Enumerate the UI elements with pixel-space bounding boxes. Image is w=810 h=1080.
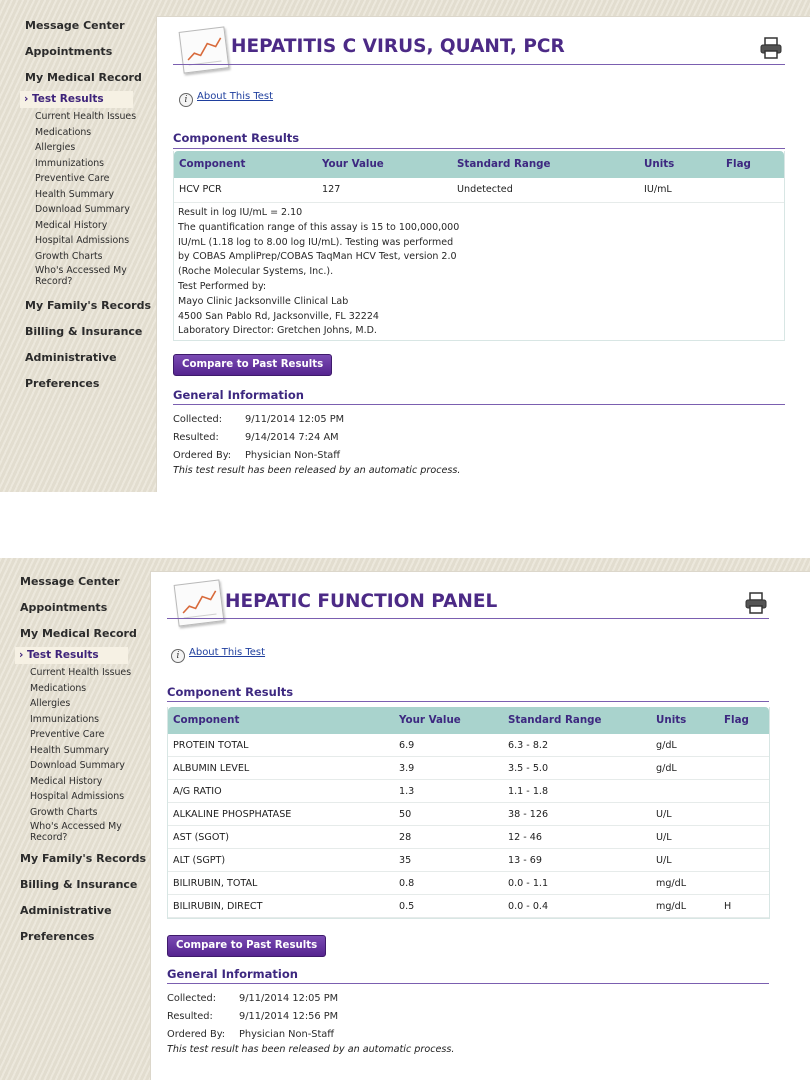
cell-value: 3.9 (399, 763, 415, 774)
comment-line: 4500 San Pablo Rd, Jacksonville, FL 32224 (178, 310, 379, 322)
nav-immunizations[interactable]: Immunizations (30, 713, 100, 725)
auto-release-note: This test result has been released by an automatic process. (173, 465, 461, 476)
collected-label: Collected: (167, 993, 217, 1004)
cell-value: 1.3 (399, 786, 415, 797)
ordered-by-label: Ordered By: (167, 1029, 226, 1040)
cell-value: 50 (399, 809, 412, 820)
title-divider (173, 64, 785, 65)
resulted-value: 9/11/2014 12:56 PM (239, 1011, 339, 1022)
table-row (168, 849, 769, 872)
page-title: HEPATITIS C VIRUS, QUANT, PCR (231, 36, 565, 57)
cell-component: ALT (SGPT) (173, 855, 226, 866)
nav-hospital-admissions[interactable]: Hospital Admissions (35, 235, 130, 246)
ordered-by-label: Ordered By: (173, 450, 232, 461)
info-icon[interactable]: i (171, 649, 185, 663)
cell-units: IU/mL (644, 184, 672, 195)
col-standard-range: Standard Range (457, 158, 551, 170)
compare-to-past-results-button[interactable]: Compare to Past Results (167, 935, 326, 957)
cell-units: U/L (656, 832, 672, 843)
component-results-divider (173, 148, 785, 149)
comment-line: IU/mL (1.18 log to 8.00 log IU/mL). Testing was performed (178, 236, 454, 248)
cell-component: PROTEIN TOTAL (173, 740, 249, 751)
title-divider (167, 618, 769, 619)
nav-message-center[interactable]: Message Center (20, 575, 120, 588)
table-row (168, 734, 769, 757)
table-row (168, 872, 769, 895)
nav-allergies[interactable]: Allergies (35, 142, 76, 153)
nav-whos-accessed-line2: Record? (30, 832, 68, 843)
cell-component: A/G RATIO (173, 786, 222, 797)
nav-download-summary[interactable]: Download Summary (30, 760, 125, 771)
nav-my-medical-record[interactable]: My Medical Record (20, 627, 137, 640)
cell-units: U/L (656, 855, 672, 866)
nav-appointments[interactable]: Appointments (20, 601, 108, 614)
nav-test-results[interactable]: › Test Results (15, 647, 128, 664)
cell-value: 0.5 (399, 901, 415, 912)
col-units: Units (656, 714, 687, 726)
nav-family-records[interactable]: My Family's Records (20, 852, 147, 865)
cell-range: 12 - 46 (508, 832, 542, 843)
content-panel (150, 571, 810, 1080)
nav-family-records[interactable]: My Family's Records (25, 299, 152, 312)
collected-value: 9/11/2014 12:05 PM (245, 414, 345, 425)
nav-my-medical-record[interactable]: My Medical Record (25, 71, 142, 84)
cell-component: ALBUMIN LEVEL (173, 763, 250, 774)
nav-immunizations[interactable]: Immunizations (35, 157, 105, 169)
info-icon[interactable]: i (179, 93, 193, 107)
comment-line: (Roche Molecular Systems, Inc.). (178, 266, 334, 278)
cell-range: 3.5 - 5.0 (508, 763, 549, 774)
ordered-by-value: Physician Non-Staff (239, 1029, 335, 1040)
nav-whos-accessed-line1: Who's Accessed My (35, 265, 127, 276)
nav-health-summary[interactable]: Health Summary (30, 744, 110, 756)
table-header (174, 151, 784, 178)
document-chart-icon (179, 26, 230, 73)
general-information-divider (173, 404, 785, 405)
cell-component: BILIRUBIN, TOTAL (173, 878, 258, 889)
cell-value: 28 (399, 832, 412, 843)
nav-allergies[interactable]: Allergies (30, 698, 71, 709)
table-row (168, 780, 769, 803)
component-results-heading: Component Results (173, 131, 300, 145)
table-row (174, 178, 784, 203)
cell-component: HCV PCR (179, 184, 222, 195)
cell-range: Undetected (457, 184, 513, 195)
nav-administrative[interactable]: Administrative (20, 904, 112, 917)
nav-appointments[interactable]: Appointments (25, 45, 113, 58)
cell-range: 6.3 - 8.2 (508, 740, 549, 751)
page-title: HEPATIC FUNCTION PANEL (225, 591, 498, 612)
nav-message-center[interactable]: Message Center (25, 19, 125, 32)
compare-to-past-results-button[interactable]: Compare to Past Results (173, 354, 332, 376)
cell-component: ALKALINE PHOSPHATASE (173, 809, 292, 820)
col-standard-range: Standard Range (508, 714, 602, 726)
nav-growth-charts[interactable]: Growth Charts (30, 806, 98, 818)
about-this-test-link[interactable]: About This Test (189, 647, 266, 658)
cell-range: 13 - 69 (508, 855, 542, 866)
cell-range: 0.0 - 1.1 (508, 878, 549, 889)
resulted-label: Resulted: (173, 432, 219, 443)
comment-line: Result in log IU/mL = 2.10 (178, 207, 303, 218)
cell-component: AST (SGOT) (173, 832, 229, 843)
screenshot-hepatic-panel (0, 558, 810, 1080)
nav-hospital-admissions[interactable]: Hospital Admissions (30, 791, 125, 802)
cell-units: g/dL (656, 740, 677, 751)
col-flag: Flag (724, 714, 749, 726)
table-row (168, 826, 769, 849)
result-comment (174, 203, 784, 340)
nav-download-summary[interactable]: Download Summary (35, 204, 130, 215)
nav-submenu (30, 665, 131, 843)
col-component: Component (179, 158, 246, 170)
table-row (168, 803, 769, 826)
nav-administrative[interactable]: Administrative (25, 351, 117, 364)
component-results-heading: Component Results (167, 685, 294, 699)
comment-line: The quantification range of this assay is 15 to 100,000,000 (178, 221, 460, 233)
table-row (168, 895, 769, 918)
cell-value: 0.8 (399, 878, 415, 889)
resulted-label: Resulted: (167, 1011, 213, 1022)
nav-preventive-care[interactable]: Preventive Care (30, 729, 105, 740)
screenshot-hepatitis-c (0, 0, 810, 492)
resulted-value: 9/14/2014 7:24 AM (245, 432, 339, 443)
nav-whos-accessed[interactable] (30, 821, 131, 843)
component-results-divider (167, 701, 769, 702)
document-chart-icon (174, 579, 225, 626)
cell-value: 127 (322, 184, 341, 195)
nav-medical-history[interactable]: Medical History (30, 775, 103, 787)
cell-units: g/dL (656, 763, 677, 774)
nav-current-health-issues[interactable]: Current Health Issues (35, 111, 137, 122)
nav-medications[interactable]: Medications (30, 682, 87, 694)
printer-icon[interactable] (744, 591, 768, 619)
col-flag: Flag (726, 158, 751, 170)
cell-value: 35 (399, 855, 412, 866)
nav-preferences[interactable]: Preferences (20, 930, 95, 943)
general-information-divider (167, 983, 769, 984)
nav-test-results[interactable]: › Test Results (20, 91, 133, 108)
comment-line: Laboratory Director: Gretchen Johns, M.D. (178, 325, 377, 337)
comment-line: Mayo Clinic Jacksonville Clinical Lab (178, 295, 349, 307)
cell-range: 1.1 - 1.8 (508, 786, 549, 797)
results-table (167, 707, 770, 919)
cell-units: mg/dL (656, 878, 687, 889)
nav-whos-accessed[interactable] (35, 265, 136, 287)
collected-label: Collected: (173, 414, 223, 425)
col-your-value: Your Value (322, 158, 384, 170)
cell-range: 38 - 126 (508, 809, 549, 820)
nav-health-summary[interactable]: Health Summary (35, 188, 115, 200)
nav-billing-insurance[interactable]: Billing & Insurance (25, 325, 143, 338)
nav-whos-accessed-line2: Record? (35, 276, 73, 287)
col-your-value: Your Value (399, 714, 461, 726)
nav-medical-history[interactable]: Medical History (35, 219, 108, 231)
nav-medications[interactable]: Medications (35, 126, 92, 138)
cell-units: U/L (656, 809, 672, 820)
cell-flag: H (724, 901, 732, 912)
col-component: Component (173, 714, 240, 726)
nav-current-health-issues[interactable]: Current Health Issues (30, 667, 132, 678)
general-information-heading: General Information (167, 967, 298, 981)
nav-billing-insurance[interactable]: Billing & Insurance (20, 878, 138, 891)
comment-line: Test Performed by: (178, 280, 267, 292)
collected-value: 9/11/2014 12:05 PM (239, 993, 339, 1004)
comment-line: by COBAS AmpliPrep/COBAS TaqMan HCV Test, version 2.0 (178, 251, 457, 263)
nav-preferences[interactable]: Preferences (25, 377, 100, 390)
nav-growth-charts[interactable]: Growth Charts (35, 250, 103, 262)
cell-value: 6.9 (399, 740, 415, 751)
nav-submenu (35, 109, 136, 287)
nav-whos-accessed-line1: Who's Accessed My (30, 821, 122, 832)
content-panel (156, 16, 810, 492)
general-information-heading: General Information (173, 388, 304, 402)
auto-release-note: This test result has been released by an automatic process. (167, 1044, 455, 1055)
cell-range: 0.0 - 0.4 (508, 901, 549, 912)
printer-icon[interactable] (759, 36, 783, 64)
ordered-by-value: Physician Non-Staff (245, 450, 341, 461)
nav-preventive-care[interactable]: Preventive Care (35, 173, 110, 184)
table-header (168, 707, 769, 734)
cell-component: BILIRUBIN, DIRECT (173, 901, 263, 912)
cell-units: mg/dL (656, 901, 687, 912)
col-units: Units (644, 158, 675, 170)
results-table (173, 151, 785, 341)
table-row (168, 757, 769, 780)
about-this-test-link[interactable]: About This Test (197, 91, 274, 102)
